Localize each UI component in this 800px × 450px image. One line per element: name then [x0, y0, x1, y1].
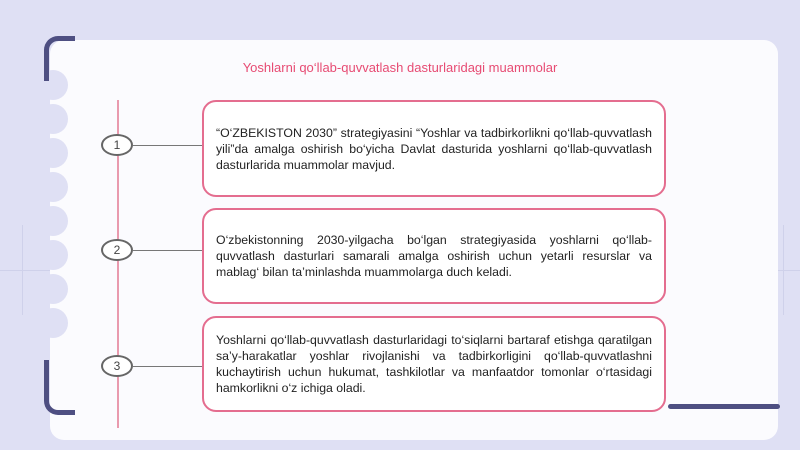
slide-title: Yoshlarni qo‘llab-quvvatlash dasturlaridagi muammolar: [242, 60, 558, 75]
decorative-scallop: [38, 308, 68, 338]
step-box-1: [202, 100, 666, 197]
corner-bracket-top-left: [44, 36, 75, 81]
decorative-scallop: [38, 240, 68, 270]
step-text-2: O‘zbekistonning 2030-yilgacha bo‘lgan strategiyasida yoshlarni qo‘llab-quvvatlash dasturlari samarali amalga oshirish uchun yetarli resurslar va mablag‘ bilan ta’minlashda muammolarga duch keladi.: [216, 233, 652, 279]
connector-line: [133, 366, 202, 367]
decorative-scallop: [38, 172, 68, 202]
decorative-scallop: [38, 274, 68, 304]
step-number-2: 2: [101, 239, 133, 261]
step-text-1: “O‘ZBEKISTON 2030” strategiyasini “Yoshlar va tadbirkorlikni qo‘llab-quvvatlash yili”da amalga oshirish bo‘yicha Davlat dasturida yoshlarni qo‘llab-quvvatlash dasturlarida muammolar mavjud.: [216, 125, 652, 172]
decorative-scallop: [38, 138, 68, 168]
background-line: [783, 225, 784, 315]
step-box-2: [202, 208, 666, 304]
step-box-3: [202, 316, 666, 412]
connector-line: [133, 145, 202, 146]
step-text-3: Yoshlarni qo‘llab-quvvatlash dasturlaridagi to‘siqlarni bartaraf etishga qaratilgan sa’y-harakatlar yoshlar rivojlanishi va tadbirkorligini qo‘llab-quvvatlashni kuchaytirish uchun hukumat, tashkilotlar va manfaatdor tomonlar o‘rtasidagi hamkorlikni o‘z ichiga oladi.: [216, 333, 652, 395]
corner-bracket-bottom-right: [668, 404, 780, 409]
decorative-scallop: [38, 104, 68, 134]
step-number-3: 3: [101, 355, 133, 377]
corner-bracket-bottom-left: [44, 360, 75, 415]
decorative-scallop: [38, 206, 68, 236]
step-number-1: 1: [101, 134, 133, 156]
connector-line: [133, 250, 202, 251]
background-line: [22, 225, 23, 315]
